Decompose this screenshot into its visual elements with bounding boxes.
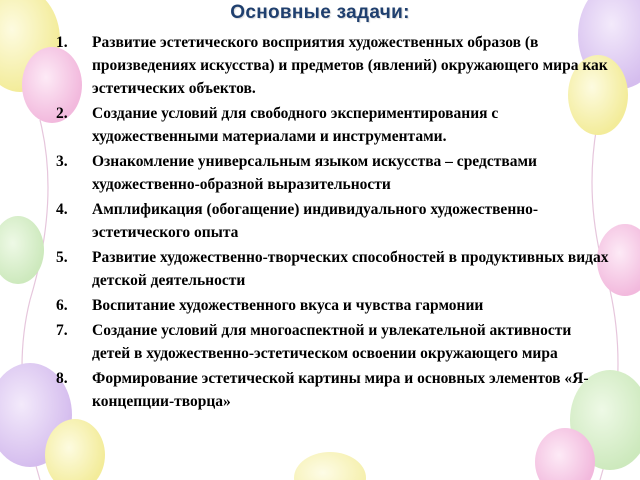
item-number: 5.: [56, 249, 68, 266]
list-item: [56, 198, 612, 244]
item-text: Ознакомление универсальным языком искусства – средствами художественно-образной выразительности: [92, 153, 537, 193]
item-number: 3.: [56, 153, 68, 170]
item-text: Развитие художественно-творческих способностей в продуктивных видах детской деятельности: [92, 249, 609, 289]
item-number: 2.: [56, 105, 68, 122]
item-text: Амплификация (обогащение) индивидуального художественно-эстетического опыта: [92, 201, 539, 241]
balloon-yellow-bottom-center: [294, 452, 366, 480]
item-text: Развитие эстетического восприятия художественных образов (в произведениях искусства) и предметов (явлений) окружающего мира как эстетических объектов.: [92, 34, 608, 97]
list-item: [56, 150, 612, 196]
list-item: [56, 367, 612, 413]
item-number: 4.: [56, 201, 68, 218]
item-text: Формирование эстетической картины мира и основных элементов «Я-концепции-творца»: [92, 370, 589, 410]
item-text: Воспитание художественного вкуса и чувства гармонии: [92, 297, 484, 314]
list-item: [56, 246, 612, 292]
tasks-list: [56, 31, 612, 415]
slide-title: Основные задачи:: [230, 2, 410, 23]
item-text: Создание условий для многоаспектной и увлекательной активности детей в художественно-эстетическом освоении окружающего мира: [92, 322, 572, 362]
list-item: [56, 294, 612, 317]
item-number: 1.: [56, 34, 68, 51]
list-item: [56, 319, 612, 365]
list-item: [56, 31, 612, 100]
list-item: [56, 102, 612, 148]
item-number: 6.: [56, 297, 68, 314]
item-text: Создание условий для свободного экспериментирования с художественными материалами и инструментами.: [92, 105, 499, 145]
item-number: 7.: [56, 322, 68, 339]
item-number: 8.: [56, 370, 68, 387]
